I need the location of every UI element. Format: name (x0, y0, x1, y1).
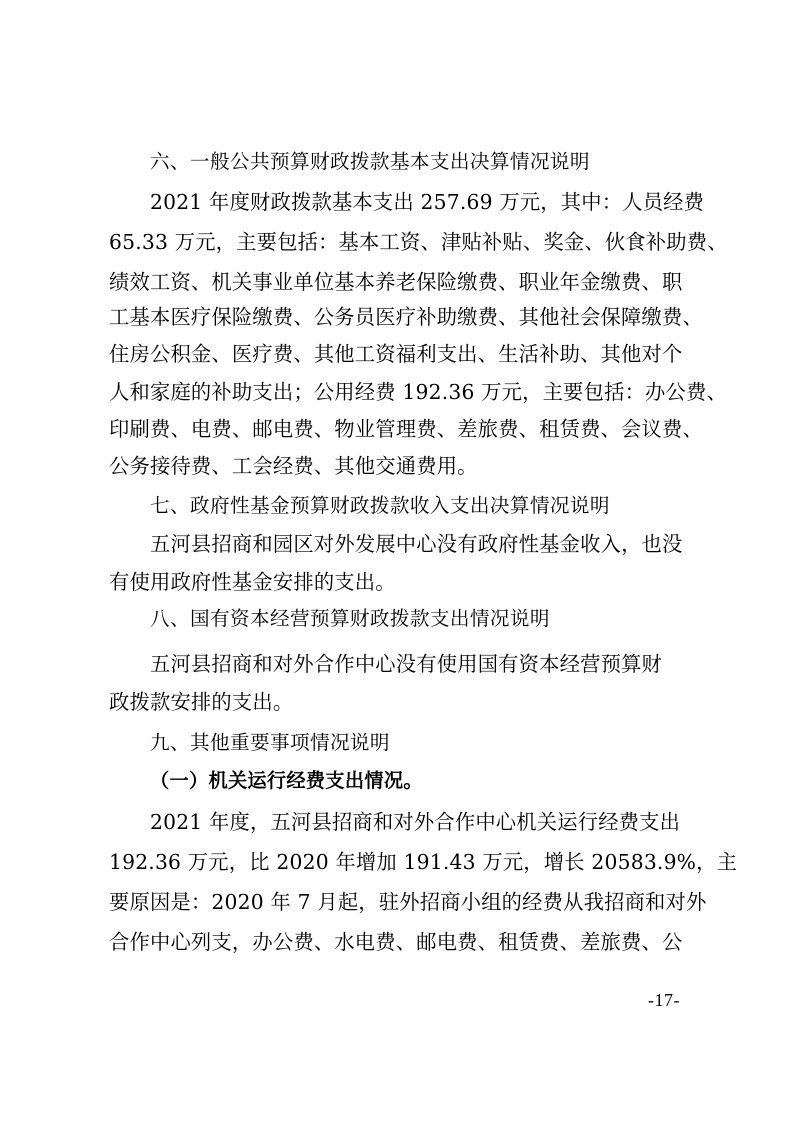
section-6-line-4: 工基本医疗保险缴费、公务员医疗补助缴费、其他社会保障缴费、 (109, 305, 703, 329)
section-6-line-1: 2021 年度财政拨款基本支出 257.69 万元，其中：人员经费 (150, 190, 705, 214)
section-6-line-8: 公务接待费、工会经费、其他交通费用。 (109, 454, 478, 478)
page-number: -17- (648, 990, 680, 1010)
section-7-line-2: 有使用政府性基金安排的支出。 (109, 570, 396, 594)
section-7-heading: 七、政府性基金预算财政拨款收入支出决算情况说明 (150, 494, 610, 517)
section-8-line-2: 政拨款安排的支出。 (109, 690, 294, 714)
section-9-line-3: 要原因是：2020 年 7 月起，驻外招商小组的经费从我招商和对外 (109, 890, 707, 914)
section-6-line-5: 住房公积金、医疗费、其他工资福利支出、生活补助、其他对个 (109, 342, 683, 366)
section-9-line-4: 合作中心列支，办公费、水电费、邮电费、租赁费、差旅费、公 (109, 930, 683, 954)
section-6-line-6: 人和家庭的补助支出；公用经费 192.36 万元，主要包括：办公费、 (109, 380, 727, 404)
section-9-line-2: 192.36 万元，比 2020 年增加 191.43 万元，增长 20583.9%，主 (109, 850, 738, 874)
section-9-heading: 九、其他重要事项情况说明 (150, 731, 390, 754)
section-7-line-1: 五河县招商和园区对外发展中心没有政府性基金收入，也没 (150, 532, 683, 556)
section-9-subheading: （一）机关运行经费支出情况。 (150, 769, 423, 792)
section-9-line-1: 2021 年度，五河县招商和对外合作中心机关运行经费支出 (150, 810, 681, 834)
section-6-line-3: 绩效工资、机关事业单位基本养老保险缴费、职业年金缴费、职 (109, 270, 683, 294)
section-8-heading: 八、国有资本经营预算财政拨款支出情况说明 (150, 607, 550, 630)
section-6-line-2: 65.33 万元，主要包括：基本工资、津贴补贴、奖金、伙食补助费、 (109, 230, 728, 254)
section-6-line-7: 印刷费、电费、邮电费、物业管理费、差旅费、租赁费、会议费、 (109, 417, 703, 441)
section-6-heading: 六、一般公共预算财政拨款基本支出决算情况说明 (150, 150, 590, 173)
section-8-line-1: 五河县招商和对外合作中心没有使用国有资本经营预算财 (150, 652, 663, 676)
